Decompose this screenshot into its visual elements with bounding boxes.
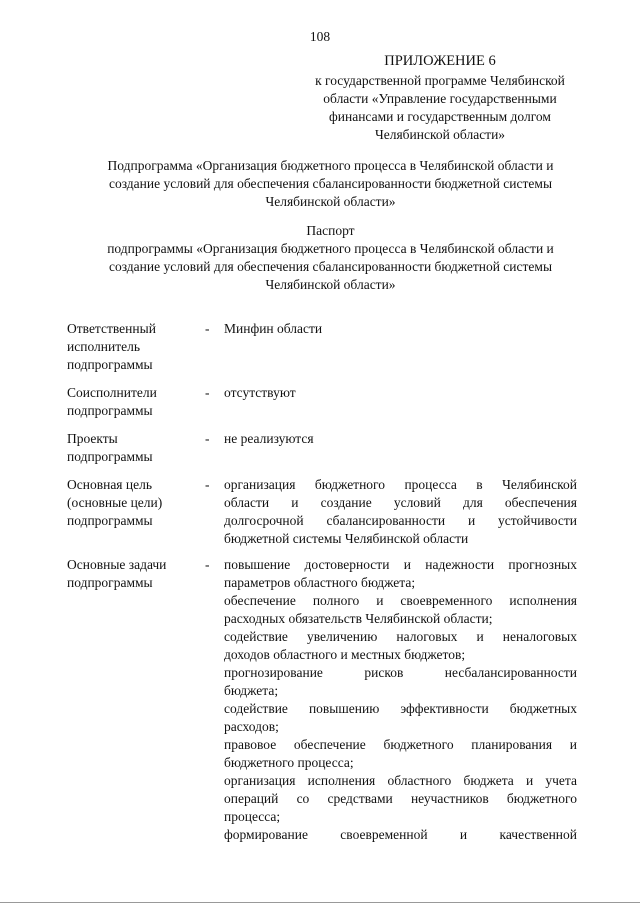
value-line: формирование своевременной и качественной (224, 827, 577, 842)
value-line: бюджета; (224, 683, 279, 698)
row-value (224, 320, 577, 338)
value-line: долгосрочной сбалансированности и устойчивости (224, 513, 577, 528)
appendix-line: Челябинской области» (374, 127, 506, 142)
label-line: Проекты (67, 431, 118, 446)
value-line: процесса; (224, 809, 281, 824)
label-line: подпрограммы (67, 357, 153, 372)
value-line: расходных обязательств Челябинской области; (224, 611, 493, 626)
row-dash: - (205, 557, 210, 572)
row-dash: - (205, 321, 210, 336)
appendix-block (280, 52, 600, 144)
row-label (67, 556, 197, 592)
passport-row-main-tasks (0, 556, 640, 846)
value-line: расходов; (224, 719, 279, 734)
label-line: подпрограммы (67, 403, 153, 418)
appendix-line: области «Управление государственными (323, 91, 557, 106)
row-value (224, 384, 577, 402)
passport-heading: Паспорт (306, 223, 355, 238)
page-edge-divider (0, 902, 640, 903)
label-line: Ответственный (67, 321, 156, 336)
value-line: организация бюджетного процесса в Челябинской (224, 477, 577, 492)
row-label (67, 476, 197, 530)
value-line: бюджетной системы Челябинской области (224, 531, 469, 546)
value-line: не реализуются (224, 431, 314, 446)
label-line: Основная цель (67, 477, 153, 492)
label-line: Соисполнители (67, 385, 157, 400)
value-line: содействие увеличению налоговых и неналоговых (224, 629, 577, 644)
value-line: повышение достоверности и надежности прогнозных (224, 557, 577, 572)
passport-row-main-goal (0, 476, 640, 550)
value-line: доходов областного и местных бюджетов; (224, 647, 466, 662)
value-line: содействие повышению эффективности бюджетных (224, 701, 577, 716)
subprogram-title-line: создание условий для обеспечения сбалансированности бюджетной системы (108, 176, 553, 191)
row-value (224, 430, 577, 448)
passport-line: подпрограммы «Организация бюджетного процесса в Челябинской области и (107, 241, 554, 256)
row-dash: - (205, 477, 210, 492)
value-line: организация исполнения областного бюджета и учета (224, 773, 577, 788)
value-line: отсутствуют (224, 385, 296, 400)
row-label (67, 384, 197, 420)
subprogram-title-line: Подпрограмма «Организация бюджетного процесса в Челябинской области и (107, 158, 554, 173)
label-line: (основные цели) (67, 495, 163, 510)
passport-row-responsible (0, 320, 640, 376)
label-line: подпрограммы (67, 513, 153, 528)
value-line: области и создание условий для обеспечения (224, 495, 577, 510)
page-number: 108 (309, 29, 331, 44)
appendix-line: к государственной программе Челябинской (315, 73, 565, 88)
value-line: параметров областного бюджета; (224, 575, 416, 590)
value-line: обеспечение полного и своевременного исполнения (224, 593, 577, 608)
value-line: операций со средствами неучастников бюджетного (224, 791, 577, 806)
subprogram-title-line: Челябинской области» (265, 194, 396, 209)
appendix-heading: ПРИЛОЖЕНИЕ 6 (384, 53, 496, 69)
passport-description (58, 240, 603, 294)
passport-row-projects (0, 430, 640, 468)
label-line: подпрограммы (67, 449, 153, 464)
label-line: подпрограммы (67, 575, 153, 590)
row-value (224, 556, 577, 844)
value-line: бюджетного процесса; (224, 755, 354, 770)
value-line: Минфин области (224, 321, 323, 336)
row-label (67, 430, 197, 466)
subprogram-title (58, 157, 603, 211)
passport-line: Челябинской области» (265, 277, 396, 292)
passport-row-coexecutors (0, 384, 640, 422)
row-dash: - (205, 385, 210, 400)
row-value (224, 476, 577, 548)
row-label (67, 320, 197, 374)
row-dash: - (205, 431, 210, 446)
label-line: Основные задачи (67, 557, 167, 572)
passport-line: создание условий для обеспечения сбалансированности бюджетной системы (108, 259, 553, 274)
value-line: прогнозирование рисков несбалансированности (224, 665, 577, 680)
appendix-line: финансами и государственным долгом (329, 109, 551, 124)
value-line: правовое обеспечение бюджетного планирования и (224, 737, 577, 752)
label-line: исполнитель (67, 339, 140, 354)
